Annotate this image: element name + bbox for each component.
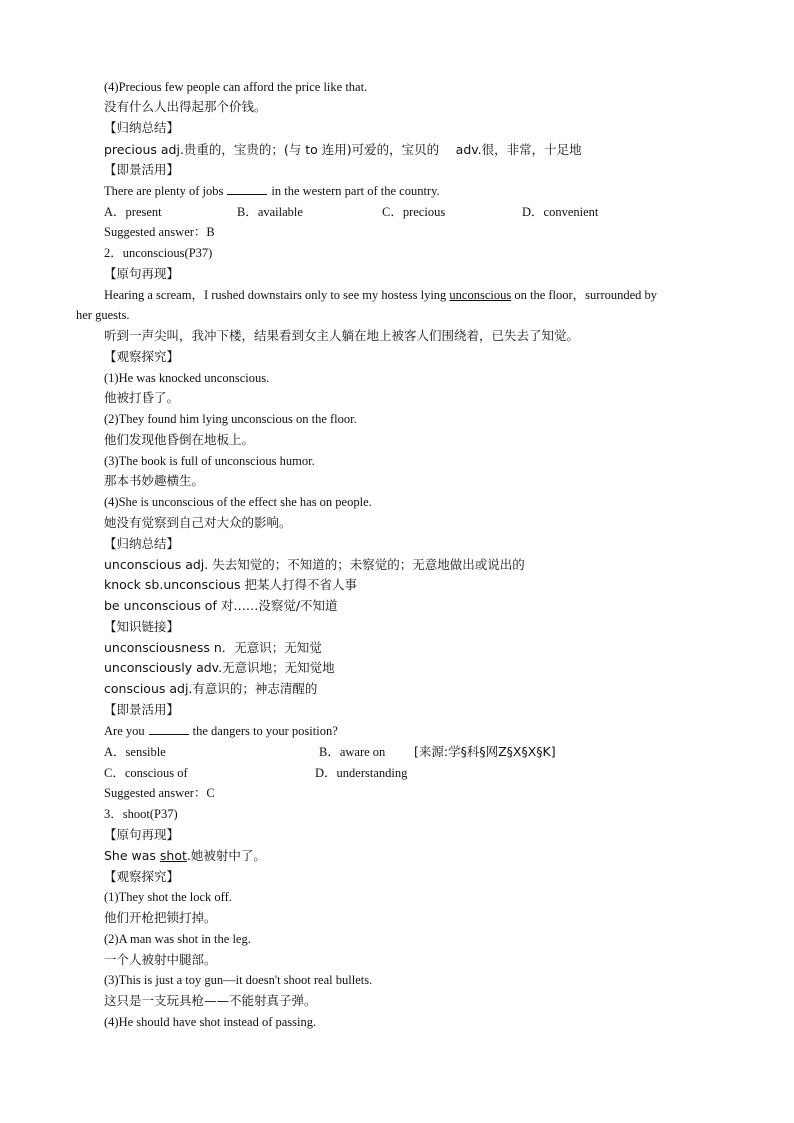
related-word: unconsciously adv.无意识地；无知觉地 (104, 660, 335, 675)
translation: 听到一声尖叫，我冲下楼，结果看到女主人躺在地上被客人们围绕着，已失去了知觉。 (104, 328, 580, 343)
option-d: D．understanding (315, 766, 408, 780)
example-sentence: (4)She is unconscious of the effect she has on people. (104, 495, 372, 509)
section-heading: 【原句再现】 (104, 827, 180, 842)
option-d: D．convenient (522, 205, 599, 219)
section-heading: 【即景活用】 (104, 702, 180, 717)
word-entry-title: 2．unconscious(P37) (104, 246, 213, 260)
summary-definition: precious adj.贵重的，宝贵的；(与 to 连用)可爱的，宝贝的 adv.很，非常，十足地 (104, 142, 582, 157)
related-word: unconsciousness n．无意识；无知觉 (104, 640, 322, 655)
translation: 一个人被射中腿部。 (104, 952, 217, 967)
section-heading: 【观察探究】 (104, 869, 180, 884)
translation: 他被打昏了。 (104, 390, 180, 405)
option-c: C．precious (382, 205, 446, 219)
source-watermark: [来源:学§科§网Z§X§X§K] (414, 744, 556, 759)
suggested-answer: Suggested answer：C (104, 786, 215, 800)
exercise-question: There are plenty of jobs in the western part of the country. (104, 184, 440, 198)
example-sentence: (3)This is just a toy gun—it doesn't shoot real bullets. (104, 973, 373, 987)
related-word: conscious adj.有意识的；神志清醒的 (104, 681, 318, 696)
translation: 他们发现他昏倒在地板上。 (104, 432, 255, 447)
example-sentence: (1)They shot the lock off. (104, 890, 232, 904)
highlighted-word: shot (159, 848, 187, 863)
example-sentence: (3)The book is full of unconscious humor. (104, 454, 315, 468)
section-heading: 【观察探究】 (104, 349, 180, 364)
options-row (104, 204, 664, 220)
example-sentence: (4)He should have shot instead of passing. (104, 1015, 317, 1029)
options-row (104, 765, 664, 781)
word-entry-title: 3．shoot(P37) (104, 807, 178, 821)
translation: 这只是一支玩具枪——不能射真子弹。 (104, 993, 317, 1008)
summary-phrase: be unconscious of 对……没察觉/不知道 (104, 598, 338, 613)
highlighted-word: unconscious (449, 288, 512, 302)
original-sentence: She was shot.她被射中了。 (104, 848, 266, 863)
section-heading: 【归纳总结】 (104, 536, 180, 551)
translation: 那本书妙趣横生。 (104, 473, 205, 488)
original-sentence: Hearing a scream，I rushed downstairs only to see my hostess lying unconscious on the floor，surrounded by (104, 288, 658, 302)
example-sentence: (1)He was knocked unconscious. (104, 371, 270, 385)
option-c: C．conscious of (104, 766, 188, 780)
summary-phrase: knock sb.unconscious 把某人打得不省人事 (104, 577, 358, 592)
option-b: B．available (237, 205, 303, 219)
exercise-question: Are you the dangers to your position? (104, 724, 338, 738)
section-heading: 【原句再现】 (104, 266, 180, 281)
option-a: A．sensible (104, 745, 166, 759)
option-a: A．present (104, 205, 162, 219)
answer-blank (227, 183, 267, 195)
options-row (104, 744, 664, 760)
section-heading: 【知识链接】 (104, 619, 180, 634)
option-b: B．aware on (319, 745, 386, 759)
example-sentence: (2)A man was shot in the leg. (104, 932, 251, 946)
translation: 没有什么人出得起那个价钱。 (104, 99, 267, 114)
section-heading: 【即景活用】 (104, 162, 180, 177)
translation: 她没有觉察到自己对大众的影响。 (104, 515, 292, 530)
example-sentence: (2)They found him lying unconscious on the floor. (104, 412, 357, 426)
section-heading: 【归纳总结】 (104, 120, 180, 135)
example-sentence: (4)Precious few people can afford the price like that. (104, 80, 368, 94)
summary-definition: unconscious adj. 失去知觉的；不知道的；未察觉的；无意地做出或说出的 (104, 557, 525, 572)
answer-blank (149, 723, 189, 735)
original-sentence-cont: her guests. (76, 308, 130, 322)
translation: 他们开枪把锁打掉。 (104, 910, 217, 925)
suggested-answer: Suggested answer：B (104, 225, 215, 239)
